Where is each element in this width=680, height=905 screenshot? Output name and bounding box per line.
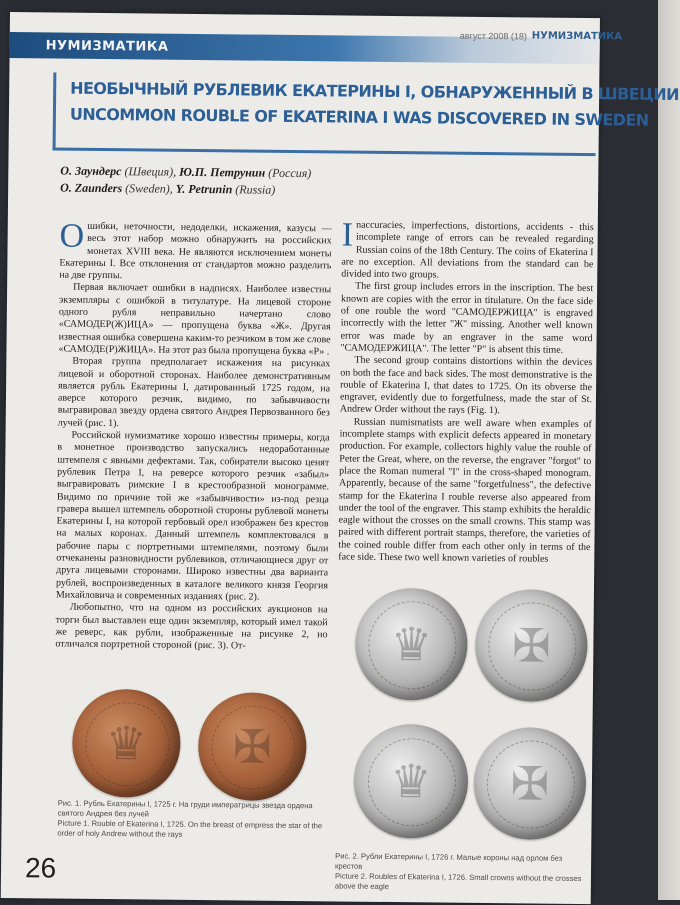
figure-2-caption xyxy=(335,851,587,894)
fig2-reverse-coin-2-image xyxy=(473,727,586,840)
eagle-icon: ✠ xyxy=(232,721,272,773)
ru-paragraph-3: Вторая группа предполагает искажения на рисунках лицевой и оборотной сторонах. Наиболее демонстративным является рубль Екатерины I, датированный 1725 годом, на аверсе которого резчик, видимо, по забывчивости выгравировал звезду ордена святого Андрея Первозванного без лучей (рис. 1). xyxy=(57,355,331,429)
author-2-ru-country: (Россия) xyxy=(268,165,312,181)
eagle-icon: ✠ xyxy=(510,758,550,810)
en-paragraph-2: The first group includes errors in the inscription. The best known are copies with the error in titulature. On the face side of one rouble the word "САМОДЕРЖИЦА" is engraved incorrectly with the letter "Ж" missing. Another well known error was made by an engraver in the same word "САМОДЕРЖИЦА". The letter "Р" is absent this time. xyxy=(340,281,594,356)
ru-paragraph-1: Ошибки, неточности, недоделки, искажения, казусы — весь этот набор можно обнаружить на российских монетах XVIII века. Не являются исключением монеты Екатерины I. Все отклонения от стандартов можно разделить на две группы. xyxy=(59,217,332,282)
portrait-icon: ♛ xyxy=(105,718,148,770)
authors-english xyxy=(60,180,311,200)
ru-paragraph-2: Первая включает ошибки в надписях. Наиболее известны экземпляры с ошибкой в титулатуре. На лицевой стороне одного рубля неправильно начертано слово «САМОДЕР(Ж)ИЦА» — пропущена буква «Ж». Другая известная ошибка совершена каким-то резчиком в том же слове «САМОДЕ(Р)ЖИЦА». На этот раз была пропущена буква «Р» . xyxy=(58,282,332,358)
author-1-en: O. Zaunders xyxy=(60,180,123,196)
fig1-obverse-coin-image xyxy=(72,689,181,798)
ru-paragraph-5: Любопытно, что на одном из российских аукционов на торги был выставлен еще один экземпляр, который имел такой же реверс, как рубли, изображенные на рисунке 2, но отличался портретной стороной (рис. 3). От- xyxy=(55,601,328,652)
issue-label: август 2008 (18) xyxy=(459,30,527,42)
portrait-icon: ♛ xyxy=(390,619,433,671)
en-paragraph-4: Russian numismatists are well aware when examples of incomplete stamps with explicit defects appeared in monetary production. For example, collectors highly value the rouble of Peter the Great, where, on the reverse, the engraver "forgot" to place the Roman numeral "I" in the cross-shaped monogram. Apparently, because of the same "forgetfulness", the defective stamp for the Ekaterina I rouble reverse also appeared from under the tool of the engraver. This stamp exhibits the heraldic eagle without the crosses on the small crowns. This stamp was paired with different portrait stamps, therefore, the varieties of the coined rouble differ from each other only in terms of the face side. These two well known varieties of roubles xyxy=(338,416,592,565)
fig2-reverse-coin-1-image xyxy=(475,589,588,702)
english-column xyxy=(338,216,594,566)
figure-1-caption-en: Picture 1. Rouble of Ekaterina I, 1725. On the breast of empress the star of the order of holy Andrew without the rays xyxy=(57,818,323,839)
portrait-icon: ♛ xyxy=(390,756,432,808)
title-russian: НЕОБЫЧНЫЙ РУБЛЕВИК ЕКАТЕРИНЫ I, ОБНАРУЖЕННЫЙ В ШВЕЦИИ xyxy=(70,78,679,105)
russian-column xyxy=(55,217,332,654)
en-paragraph-3: The second group contains distortions within the devices on both the face and back sides. The most demonstrative is the rouble of Ekaterina I, that dates to 1725. On its obverse the engraver, evidently due to forgetfulness, made the star of St. Andrew Order without the rays (Fig. 1). xyxy=(339,354,593,417)
author-2-ru: Ю.П. Петрунин xyxy=(179,164,266,180)
figure-1-caption-ru: Рис. 1. Рубль Екатерины I, 1725 г. На груди императрицы звезда ордена святого Андрея без лучей xyxy=(57,798,313,819)
fig2-obverse-coin-2-image xyxy=(353,724,468,839)
section-title-right: НУМИЗМАТИКА xyxy=(531,30,623,43)
next-page-edge xyxy=(658,0,680,900)
author-1-ru-country: (Швеция), xyxy=(124,164,177,179)
figure-2-caption-ru: Рис. 2. Рубли Екатерины I, 1726 г. Малые короны над орлом без крестов xyxy=(335,851,563,871)
en-paragraph-1: Inaccuracies, imperfections, distortions, accidents - this incomplete range of errors can be revealed regarding Russian coins of the 18th Century. The coins of Ekaterina I are no exception. All deviations from the standard can be divided into two groups. xyxy=(341,216,594,281)
title-english: UNCOMMON ROUBLE OF EKATERINA I WAS DISCOVERED IN SWEDEN xyxy=(69,104,649,130)
figure-2-caption-en: Picture 2. Roubles of Ekaterina I, 1726. Small crowns without the crosses above the eagle xyxy=(334,871,582,892)
title-box xyxy=(53,72,679,156)
magazine-page xyxy=(1,12,679,904)
authors xyxy=(60,163,311,200)
fig1-reverse-coin-image xyxy=(198,692,307,801)
dropcap-ru: О xyxy=(59,217,85,255)
author-2-en: Y. Petrunin xyxy=(175,181,233,197)
author-1-en-country: (Sweden), xyxy=(125,181,173,196)
dropcap-en: I xyxy=(341,216,354,254)
fig2-obverse-coin-1-image xyxy=(355,588,468,701)
page-number: 26 xyxy=(24,852,57,884)
author-1-ru: О. Заундерс xyxy=(60,163,122,179)
eagle-icon: ✠ xyxy=(511,620,551,672)
author-2-en-country: (Russia) xyxy=(235,182,276,197)
figure-1-caption xyxy=(57,799,329,842)
section-title: НУМИЗМАТИКА xyxy=(45,38,169,55)
ru-paragraph-4: Российской нумизматике хорошо известны примеры, когда в монетное производство запускались недоработанные штемпеля с явными дефектами. Так, собиратели высоко ценят рублевик Петра I, на реверсе которого резчик «забыл» выгравировать римские I в крестообразной монограмме. Видимо по причине той же «забывчивости» из-под резца гравера вышел штемпель оборотной стороны рублевой монеты Екатерины I, на которой гербовый орел изображен без крестов на малых коронах. Данный штемпель комплектовался в рабочие пары с портретными штемпелями, поэтому были отчеканены разновидности рублевиков, отличающиеся друг от друга лицевыми сторонами. Широко известны два варианта рублей, воспроизведенных в каталоге великого князя Георгия Михайловича и современных изданиях (рис. 2). xyxy=(55,429,330,603)
